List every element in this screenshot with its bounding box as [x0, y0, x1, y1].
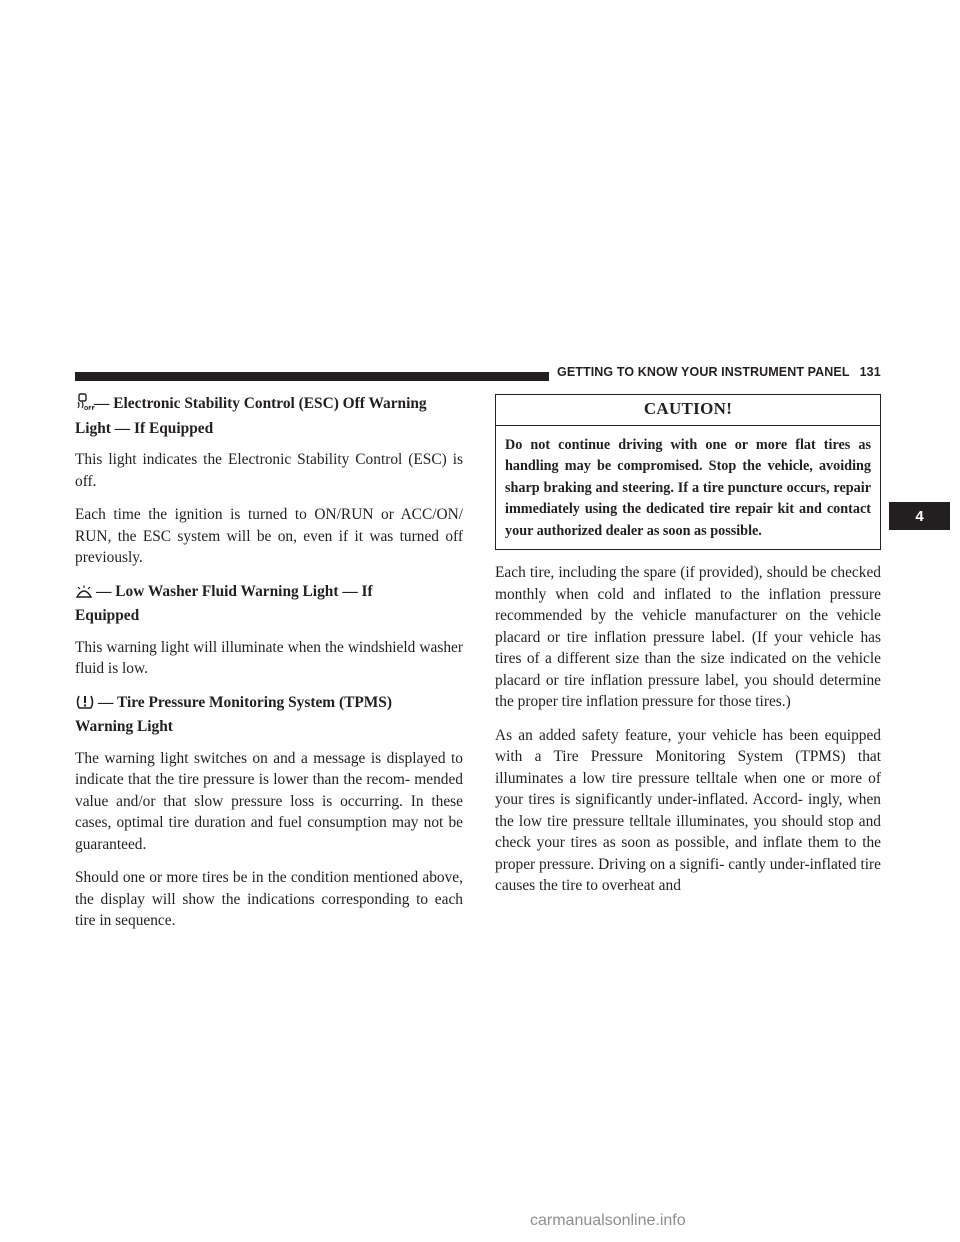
watermark: carmanualsonline.info	[530, 1212, 686, 1229]
esc-heading	[75, 393, 463, 439]
esc-paragraph-2: Each time the ignition is turned to ON/RUN or ACC/ON/ RUN, the ESC system will be on, even if it was turned off previously.	[75, 506, 463, 566]
caution-body: Do not continue driving with one or more flat tires as handling may be compromised. Stop the vehicle, avoiding sharp braking and steering. If a tire puncture occurs, repair immediately using the dedicated tire repair kit and contact your authorized dealer as soon as possible.	[505, 436, 871, 539]
right-column	[495, 393, 881, 909]
washer-heading-line2: Equipped	[75, 607, 140, 624]
tpms-paragraph-2: Should one or more tires be in the condition mentioned above, the display will show the indications corresponding to each tire in sequence.	[75, 869, 463, 929]
tpms-paragraph-1: The warning light switches on and a message is displayed to indicate that the tire pressure is lower than the recom- mended value and/or that slow pressure loss is occurring. In these cases, optimal tire duration and fuel consumption may not be guaranteed.	[75, 749, 463, 853]
header-rule	[75, 372, 549, 381]
tpms-icon	[75, 694, 95, 717]
tpms-heading-line2: Warning Light	[75, 718, 173, 735]
tpms-heading	[75, 692, 463, 738]
caution-box	[495, 394, 881, 550]
left-column	[75, 393, 463, 944]
tire-check-paragraph: Each tire, including the spare (if provided), should be checked monthly when cold and inflated to the inflation pressure recommended by the vehicle manufacturer on the vehicle placard or tire inflation pressure label. (If your vehicle has tires of a different size than the size indicated on the vehicle placard or tire inflation pressure label, you should determine the proper tire inflation pressure for those tires.)	[495, 564, 881, 710]
washer-heading-line1: — Low Washer Fluid Warning Light — If	[96, 582, 373, 600]
washer-heading	[75, 581, 463, 627]
tpms-heading-line1: — Tire Pressure Monitoring System (TPMS)	[98, 693, 392, 711]
page-number: 131	[859, 365, 881, 379]
esc-off-icon	[75, 393, 96, 418]
caution-title: CAUTION!	[496, 395, 880, 426]
svg-text:OFF: OFF	[84, 406, 96, 412]
esc-heading-line1: — Electronic Stability Control (ESC) Off Warning	[94, 395, 427, 412]
esc-heading-line2: Light — If Equipped	[75, 419, 214, 437]
running-header	[557, 365, 881, 379]
washer-fluid-icon	[75, 584, 93, 606]
chapter-tab: 4	[889, 502, 950, 530]
esc-paragraph-1: This light indicates the Electronic Stability Control (ESC) is off.	[75, 451, 463, 490]
header-title: GETTING TO KNOW YOUR INSTRUMENT PANEL	[557, 365, 850, 379]
tpms-feature-paragraph: As an added safety feature, your vehicle has been equipped with a Tire Pressure Monitoring System (TPMS) that illuminates a low tire pressure telltale when one or more of your tires is significantly under-inflated. Accord- ingly, when the low tire pressure telltale illuminates, you should stop and check your tires as soon as possible, and inflate them to the proper pressure. Driving on a signifi- cantly under-inflated tire causes the tire to overheat and	[495, 726, 881, 894]
washer-paragraph-1: This warning light will illuminate when the windshield washer fluid is low.	[75, 638, 463, 677]
